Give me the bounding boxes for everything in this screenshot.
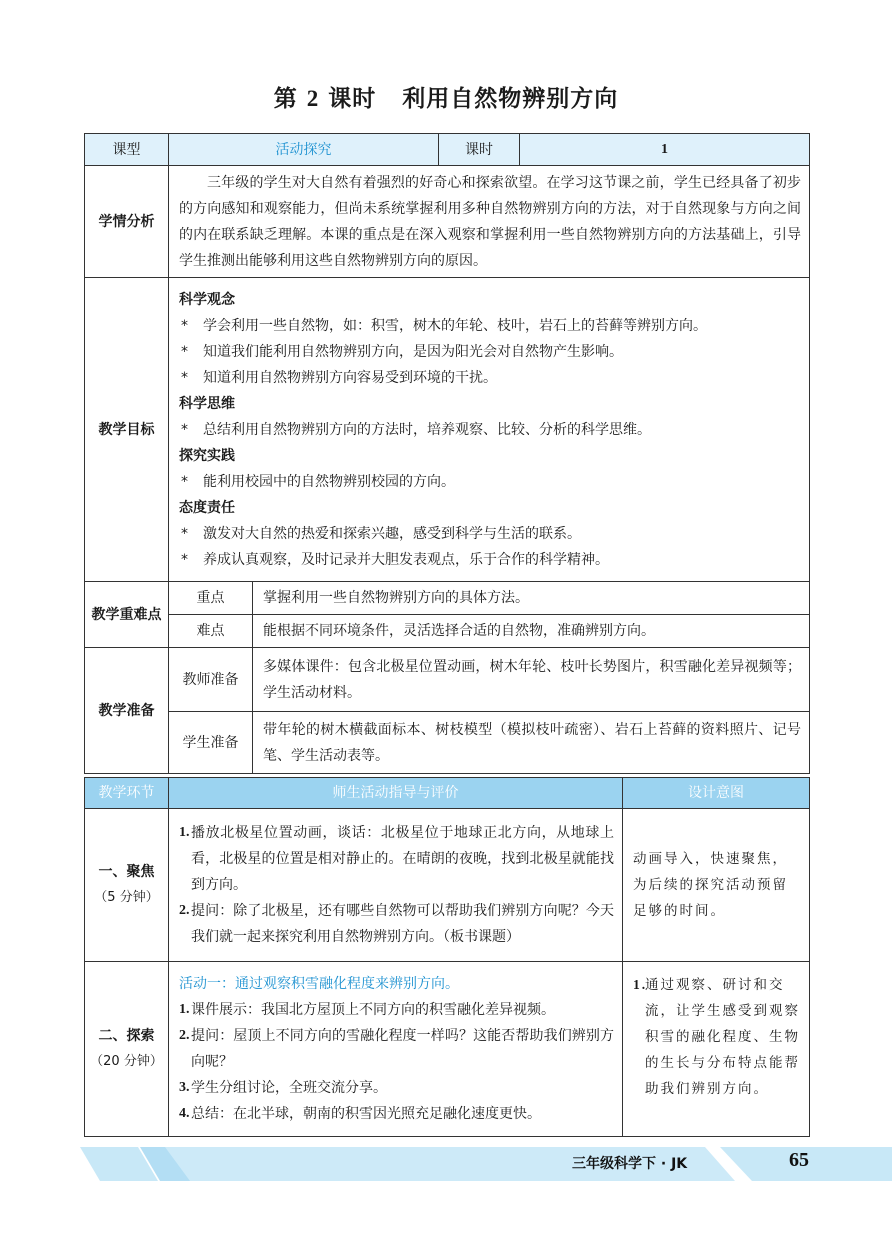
analysis-label: 学情分析 xyxy=(85,166,169,278)
period-label: 课时 xyxy=(439,134,520,166)
activity-title: 活动一：通过观察积雪融化程度来辨别方向。 xyxy=(179,976,459,992)
period-value: 1 xyxy=(520,134,810,166)
stage-focus-design: 动画导入，快速聚焦，为后续的探究活动预留足够的时间。 xyxy=(623,809,810,962)
activity-header: 师生活动指导与评价 xyxy=(169,778,623,809)
teacher-prep-label: 教师准备 xyxy=(169,648,253,712)
title-unit: 课时 xyxy=(328,86,377,112)
title-lesson: 第 xyxy=(273,86,298,112)
stage-time: （20 分钟） xyxy=(90,1054,163,1069)
goal-section-title: 科学思维 xyxy=(179,395,235,412)
goal-item: * 养成认真观察，及时记录并大胆发表观点，乐于合作的科学精神。 xyxy=(181,551,609,568)
goal-item: * 知道利用自然物辨别方向容易受到环境的干扰。 xyxy=(181,369,497,386)
list-item: 1. 播放北极星位置动画，谈话：北极星位于地球正北方向，从地球上看，北极星的位置是相对静止的。在晴朗的夜晚，找到北极星就能找到方向。 xyxy=(179,825,614,893)
teaching-process-table xyxy=(84,777,810,1137)
page-title xyxy=(0,80,892,113)
goal-item: * 激发对大自然的热爱和探索兴趣，感受到科学与生活的联系。 xyxy=(181,525,581,542)
footer-decoration xyxy=(0,1147,892,1183)
list-item: 4. 总结：在北半球，朝南的积雪因光照充足融化速度更快。 xyxy=(179,1106,541,1122)
goal-section-title: 态度责任 xyxy=(179,499,235,516)
goals-content xyxy=(169,278,810,582)
title-number: 2 xyxy=(306,86,320,111)
key-point-label: 重点 xyxy=(169,582,253,615)
list-item: 1. 课件展示：我国北方屋顶上不同方向的积雪融化差异视频。 xyxy=(179,1002,555,1018)
lesson-info-table xyxy=(84,133,810,774)
analysis-text: 三年级的学生对大自然有着强烈的好奇心和探索欲望。在学习这节课之前，学生已经具备了初步的方向感知和观察能力，但尚未系统掌握利用多种自然物辨别方向的方法，对于自然现象与方向之间的内在联系缺乏理解。本课的重点是在深入观察和掌握利用一些自然物辨别方向的方法基础上，引导学生推测出能够利用这些自然物辨别方向的原因。 xyxy=(169,166,810,278)
type-label: 课型 xyxy=(85,134,169,166)
prep-label: 教学准备 xyxy=(85,648,169,774)
goals-label: 教学目标 xyxy=(85,278,169,582)
page-number: 65 xyxy=(789,1149,809,1171)
stage-time: （5 分钟） xyxy=(94,890,159,905)
stage-explore-activities xyxy=(169,962,623,1137)
stage-name: 二、探索 xyxy=(98,1028,155,1044)
footer-book-title: 三年级科学下 · JK xyxy=(572,1156,688,1172)
teacher-prep-text: 多媒体课件：包含北极星位置动画，树木年轮、枝叶长势图片，积雪融化差异视频等；学生活动材料。 xyxy=(253,648,810,712)
list-item: 3. 学生分组讨论，全班交流分享。 xyxy=(179,1080,387,1096)
stage-focus-activities xyxy=(169,809,623,962)
stage-explore xyxy=(85,962,169,1137)
stage-name: 一、聚焦 xyxy=(98,864,155,880)
list-item: 2. 提问：屋顶上不同方向的雪融化程度一样吗？这能否帮助我们辨别方向呢？ xyxy=(179,1028,614,1070)
hard-point-text: 能根据不同环境条件，灵活选择合适的自然物，准确辨别方向。 xyxy=(253,615,810,648)
stage-explore-design: 1. 通过观察、研讨和交流，让学生感受到观察积雪的融化程度、生物的生长与分布特点能帮助我们辨别方向。 xyxy=(623,962,810,1137)
goal-section-title: 探究实践 xyxy=(179,447,235,464)
stage-header: 教学环节 xyxy=(85,778,169,809)
goal-item: * 学会利用一些自然物，如：积雪，树木的年轮、枝叶，岩石上的苔藓等辨别方向。 xyxy=(181,317,707,334)
keypoints-label: 教学重难点 xyxy=(85,582,169,648)
design-header: 设计意图 xyxy=(623,778,810,809)
goal-section-title: 科学观念 xyxy=(179,291,235,308)
student-prep-text: 带年轮的树木横截面标本、树枝模型（模拟枝叶疏密）、岩石上苔藓的资料照片、记号笔、学生活动表等。 xyxy=(253,712,810,774)
goal-item: * 知道我们能利用自然物辨别方向，是因为阳光会对自然物产生影响。 xyxy=(181,343,623,360)
stage-focus xyxy=(85,809,169,962)
type-value: 活动探究 xyxy=(169,134,439,166)
list-item: 2. 提问：除了北极星，还有哪些自然物可以帮助我们辨别方向呢？今天我们就一起来探究利用自然物辨别方向。（板书课题） xyxy=(179,903,614,945)
goal-item: * 能利用校园中的自然物辨别校园的方向。 xyxy=(181,473,455,490)
student-prep-label: 学生准备 xyxy=(169,712,253,774)
goal-item: * 总结利用自然物辨别方向的方法时，培养观察、比较、分析的科学思维。 xyxy=(181,421,651,438)
hard-point-label: 难点 xyxy=(169,615,253,648)
title-name: 利用自然物辨别方向 xyxy=(402,86,619,112)
key-point-text: 掌握利用一些自然物辨别方向的具体方法。 xyxy=(253,582,810,615)
